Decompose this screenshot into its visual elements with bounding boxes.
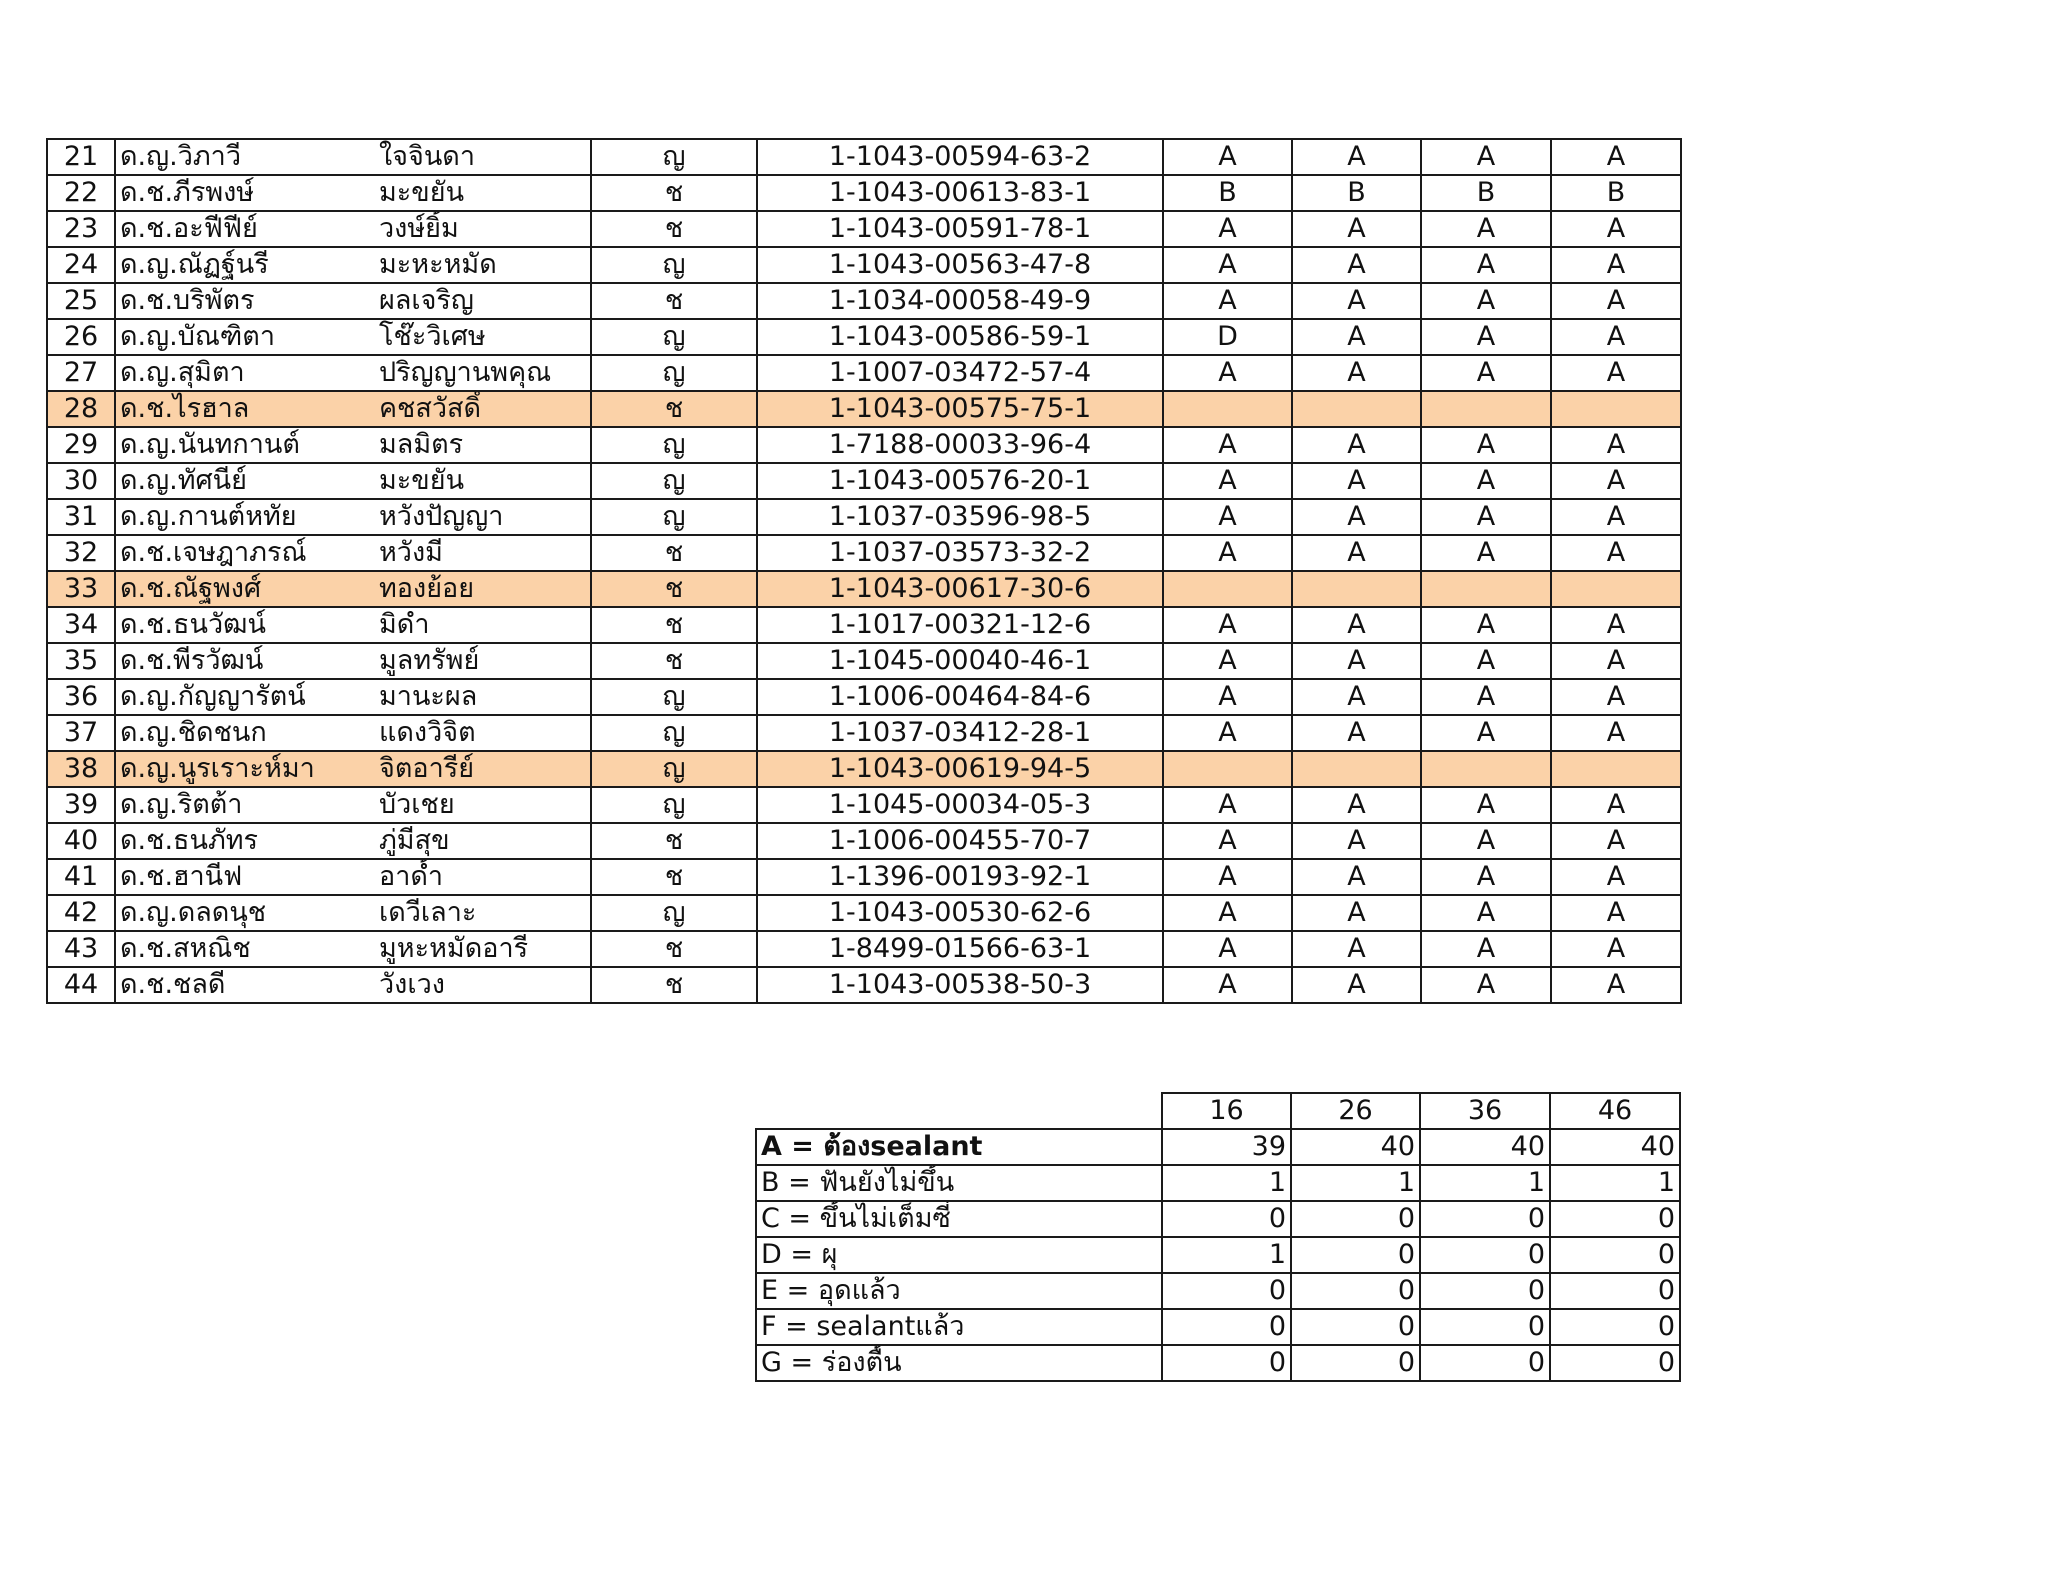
sex-cell: ญ <box>591 499 757 535</box>
tooth-36-cell: A <box>1421 463 1551 499</box>
row-number-cell: 41 <box>47 859 115 895</box>
summary-count-cell: 0 <box>1420 1273 1550 1309</box>
summary-count-cell: 1 <box>1550 1165 1680 1201</box>
citizen-id-cell: 1-1037-03573-32-2 <box>757 535 1163 571</box>
last-name-cell: มลมิตร <box>375 427 591 463</box>
tooth-26-cell: A <box>1292 895 1421 931</box>
summary-count-cell: 0 <box>1420 1309 1550 1345</box>
last-name-cell: โช๊ะวิเศษ <box>375 319 591 355</box>
row-number-cell: 30 <box>47 463 115 499</box>
tooth-26-cell: A <box>1292 139 1421 175</box>
tooth-26-cell: A <box>1292 931 1421 967</box>
first-name-cell: ด.ช.ไรฮาล <box>115 391 375 427</box>
last-name-cell: มะหะหมัด <box>375 247 591 283</box>
tooth-26-cell <box>1292 571 1421 607</box>
tooth-36-cell: A <box>1421 967 1551 1003</box>
first-name-cell: ด.ญ.กัญญารัตน์ <box>115 679 375 715</box>
sex-cell: ญ <box>591 787 757 823</box>
tooth-36-cell: A <box>1421 643 1551 679</box>
sex-cell: ช <box>591 175 757 211</box>
tooth-26-cell: A <box>1292 427 1421 463</box>
first-name-cell: ด.ช.ภีรพงษ์ <box>115 175 375 211</box>
last-name-cell: วังเวง <box>375 967 591 1003</box>
citizen-id-cell: 1-1043-00538-50-3 <box>757 967 1163 1003</box>
summary-count-cell: 1 <box>1291 1165 1420 1201</box>
tooth-46-cell: A <box>1551 895 1681 931</box>
summary-row <box>756 1345 1680 1381</box>
first-name-cell: ด.ช.ชลดี <box>115 967 375 1003</box>
summary-count-cell: 0 <box>1291 1237 1420 1273</box>
citizen-id-cell: 1-1043-00591-78-1 <box>757 211 1163 247</box>
tooth-36-cell: A <box>1421 679 1551 715</box>
tooth-46-cell: A <box>1551 463 1681 499</box>
first-name-cell: ด.ช.อะฟีฟีย์ <box>115 211 375 247</box>
table-row <box>47 499 1681 535</box>
tooth-36-cell: A <box>1421 931 1551 967</box>
summary-table <box>755 1092 1681 1382</box>
tooth-36-cell: B <box>1421 175 1551 211</box>
first-name-cell: ด.ญ.นูรเราะห์มา <box>115 751 375 787</box>
table-row <box>47 319 1681 355</box>
tooth-36-cell: A <box>1421 895 1551 931</box>
tooth-36-cell <box>1421 391 1551 427</box>
tooth-26-cell: A <box>1292 679 1421 715</box>
tooth-26-cell: B <box>1292 175 1421 211</box>
first-name-cell: ด.ญ.สุมิตา <box>115 355 375 391</box>
tooth-36-cell: A <box>1421 247 1551 283</box>
tooth-36-cell: A <box>1421 319 1551 355</box>
table-row <box>47 427 1681 463</box>
tooth-36-cell: A <box>1421 535 1551 571</box>
sex-cell: ญ <box>591 139 757 175</box>
last-name-cell: คชสวัสดิ์ <box>375 391 591 427</box>
summary-count-cell: 1 <box>1420 1165 1550 1201</box>
first-name-cell: ด.ญ.วิภาวี <box>115 139 375 175</box>
tooth-36-cell: A <box>1421 283 1551 319</box>
tooth-26-cell: A <box>1292 463 1421 499</box>
first-name-cell: ด.ญ.ชิดชนก <box>115 715 375 751</box>
row-number-cell: 44 <box>47 967 115 1003</box>
tooth-16-cell <box>1163 391 1292 427</box>
row-number-cell: 27 <box>47 355 115 391</box>
sex-cell: ช <box>591 535 757 571</box>
table-row <box>47 715 1681 751</box>
citizen-id-cell: 1-1043-00619-94-5 <box>757 751 1163 787</box>
sex-cell: ช <box>591 607 757 643</box>
tooth-36-cell: A <box>1421 823 1551 859</box>
first-name-cell: ด.ญ.ทัศนีย์ <box>115 463 375 499</box>
table-row <box>47 823 1681 859</box>
first-name-cell: ด.ช.เจษฎาภรณ์ <box>115 535 375 571</box>
tooth-26-cell: A <box>1292 283 1421 319</box>
citizen-id-cell: 1-1006-00464-84-6 <box>757 679 1163 715</box>
summary-count-cell: 0 <box>1550 1345 1680 1381</box>
tooth-46-cell: A <box>1551 319 1681 355</box>
tooth-36-header: 36 <box>1420 1093 1550 1129</box>
citizen-id-cell: 1-1043-00576-20-1 <box>757 463 1163 499</box>
tooth-46-cell: A <box>1551 535 1681 571</box>
summary-count-cell: 0 <box>1162 1345 1291 1381</box>
summary-corner-cell <box>756 1093 1162 1129</box>
summary-row <box>756 1237 1680 1273</box>
tooth-46-cell: A <box>1551 607 1681 643</box>
first-name-cell: ด.ญ.นันทกานต์ <box>115 427 375 463</box>
tooth-46-cell: A <box>1551 247 1681 283</box>
tooth-26-cell <box>1292 391 1421 427</box>
last-name-cell: แดงวิจิต <box>375 715 591 751</box>
first-name-cell: ด.ญ.ดลดนุช <box>115 895 375 931</box>
tooth-46-cell: A <box>1551 859 1681 895</box>
tooth-46-cell: A <box>1551 643 1681 679</box>
sex-cell: ญ <box>591 427 757 463</box>
row-number-cell: 39 <box>47 787 115 823</box>
citizen-id-cell: 1-1043-00586-59-1 <box>757 319 1163 355</box>
row-number-cell: 24 <box>47 247 115 283</box>
tooth-26-cell: A <box>1292 643 1421 679</box>
citizen-id-cell: 1-1037-03596-98-5 <box>757 499 1163 535</box>
first-name-cell: ด.ญ.บัณฑิตา <box>115 319 375 355</box>
tooth-36-cell: A <box>1421 787 1551 823</box>
sex-cell: ช <box>591 283 757 319</box>
tooth-36-cell: A <box>1421 211 1551 247</box>
table-row <box>47 787 1681 823</box>
last-name-cell: หวังปัญญา <box>375 499 591 535</box>
tooth-46-cell: A <box>1551 499 1681 535</box>
tooth-26-cell: A <box>1292 859 1421 895</box>
table-row <box>47 643 1681 679</box>
citizen-id-cell: 1-1034-00058-49-9 <box>757 283 1163 319</box>
row-number-cell: 40 <box>47 823 115 859</box>
tooth-26-cell: A <box>1292 823 1421 859</box>
tooth-26-cell: A <box>1292 247 1421 283</box>
summary-count-cell: 0 <box>1291 1201 1420 1237</box>
last-name-cell: มะขยัน <box>375 463 591 499</box>
row-number-cell: 22 <box>47 175 115 211</box>
row-number-cell: 37 <box>47 715 115 751</box>
first-name-cell: ด.ช.พีรวัฒน์ <box>115 643 375 679</box>
table-row <box>47 391 1681 427</box>
tooth-26-cell: A <box>1292 211 1421 247</box>
tooth-36-cell: A <box>1421 499 1551 535</box>
tooth-46-cell <box>1551 571 1681 607</box>
tooth-46-cell <box>1551 751 1681 787</box>
sex-cell: ญ <box>591 319 757 355</box>
tooth-26-cell <box>1292 751 1421 787</box>
first-name-cell: ด.ช.ฮานีฟ <box>115 859 375 895</box>
last-name-cell: มูลทรัพย์ <box>375 643 591 679</box>
first-name-cell: ด.ช.ธนภัทร <box>115 823 375 859</box>
row-number-cell: 36 <box>47 679 115 715</box>
summary-count-cell: 0 <box>1162 1201 1291 1237</box>
summary-count-cell: 0 <box>1550 1237 1680 1273</box>
tooth-46-cell: A <box>1551 787 1681 823</box>
last-name-cell: หวังมี <box>375 535 591 571</box>
summary-count-cell: 0 <box>1291 1309 1420 1345</box>
summary-row <box>756 1273 1680 1309</box>
tooth-36-cell: A <box>1421 859 1551 895</box>
first-name-cell: ด.ช.บริพัตร <box>115 283 375 319</box>
summary-row <box>756 1129 1680 1165</box>
summary-count-cell: 40 <box>1420 1129 1550 1165</box>
summary-count-cell: 0 <box>1291 1273 1420 1309</box>
tooth-16-cell: A <box>1163 859 1292 895</box>
table-row <box>47 931 1681 967</box>
last-name-cell: เดวีเลาะ <box>375 895 591 931</box>
last-name-cell: บัวเชย <box>375 787 591 823</box>
tooth-46-cell: B <box>1551 175 1681 211</box>
citizen-id-cell: 1-1045-00040-46-1 <box>757 643 1163 679</box>
sex-cell: ช <box>591 391 757 427</box>
row-number-cell: 26 <box>47 319 115 355</box>
tooth-16-cell: A <box>1163 679 1292 715</box>
summary-count-cell: 0 <box>1420 1237 1550 1273</box>
row-number-cell: 33 <box>47 571 115 607</box>
table-row <box>47 535 1681 571</box>
table-row <box>47 859 1681 895</box>
tooth-36-cell: A <box>1421 427 1551 463</box>
tooth-46-cell: A <box>1551 427 1681 463</box>
tooth-36-cell: A <box>1421 139 1551 175</box>
table-row <box>47 175 1681 211</box>
tooth-46-cell: A <box>1551 679 1681 715</box>
citizen-id-cell: 1-1043-00613-83-1 <box>757 175 1163 211</box>
summary-label-cell: C = ขึ้นไม่เต็มซี่ <box>756 1201 1162 1237</box>
tooth-46-cell: A <box>1551 931 1681 967</box>
citizen-id-cell: 1-1396-00193-92-1 <box>757 859 1163 895</box>
tooth-16-cell: A <box>1163 931 1292 967</box>
tooth-36-cell <box>1421 751 1551 787</box>
tooth-16-cell: A <box>1163 787 1292 823</box>
row-number-cell: 25 <box>47 283 115 319</box>
summary-count-cell: 0 <box>1550 1273 1680 1309</box>
tooth-26-cell: A <box>1292 535 1421 571</box>
row-number-cell: 28 <box>47 391 115 427</box>
tooth-26-cell: A <box>1292 607 1421 643</box>
row-number-cell: 43 <box>47 931 115 967</box>
tooth-26-cell: A <box>1292 319 1421 355</box>
tooth-46-cell: A <box>1551 211 1681 247</box>
row-number-cell: 34 <box>47 607 115 643</box>
tooth-36-cell: A <box>1421 355 1551 391</box>
tooth-36-cell <box>1421 571 1551 607</box>
table-row <box>47 463 1681 499</box>
sex-cell: ช <box>591 931 757 967</box>
tooth-16-cell: A <box>1163 715 1292 751</box>
table-row <box>47 247 1681 283</box>
last-name-cell: จิตอารีย์ <box>375 751 591 787</box>
last-name-cell: มานะผล <box>375 679 591 715</box>
tooth-16-cell: A <box>1163 247 1292 283</box>
tooth-16-cell: A <box>1163 283 1292 319</box>
tooth-16-cell <box>1163 751 1292 787</box>
first-name-cell: ด.ญ.ณัฏฐ์นรี <box>115 247 375 283</box>
summary-label-cell: A = ต้องsealant <box>756 1129 1162 1165</box>
tooth-46-cell: A <box>1551 715 1681 751</box>
citizen-id-cell: 1-1043-00594-63-2 <box>757 139 1163 175</box>
summary-count-cell: 1 <box>1162 1237 1291 1273</box>
citizen-id-cell: 1-1043-00617-30-6 <box>757 571 1163 607</box>
tooth-16-cell: A <box>1163 643 1292 679</box>
tooth-36-cell: A <box>1421 715 1551 751</box>
summary-count-cell: 0 <box>1162 1273 1291 1309</box>
tooth-16-cell: A <box>1163 823 1292 859</box>
summary-row <box>756 1309 1680 1345</box>
first-name-cell: ด.ญ.ริตต้า <box>115 787 375 823</box>
summary-label-cell: E = อุดแล้ว <box>756 1273 1162 1309</box>
first-name-cell: ด.ช.ณัฐพงศ์ <box>115 571 375 607</box>
citizen-id-cell: 1-1043-00563-47-8 <box>757 247 1163 283</box>
summary-count-cell: 40 <box>1291 1129 1420 1165</box>
tooth-16-cell: A <box>1163 895 1292 931</box>
last-name-cell: ใจจินดา <box>375 139 591 175</box>
citizen-id-cell: 1-1043-00530-62-6 <box>757 895 1163 931</box>
student-sealant-table <box>46 138 1682 1004</box>
first-name-cell: ด.ช.สหณิช <box>115 931 375 967</box>
row-number-cell: 35 <box>47 643 115 679</box>
table-row <box>47 211 1681 247</box>
sex-cell: ญ <box>591 463 757 499</box>
tooth-26-cell: A <box>1292 967 1421 1003</box>
sex-cell: ญ <box>591 679 757 715</box>
sex-cell: ญ <box>591 247 757 283</box>
summary-header-row <box>756 1093 1680 1129</box>
tooth-16-cell: D <box>1163 319 1292 355</box>
row-number-cell: 23 <box>47 211 115 247</box>
tooth-16-cell <box>1163 571 1292 607</box>
sex-cell: ช <box>591 571 757 607</box>
last-name-cell: ปริญญานพคุณ <box>375 355 591 391</box>
tooth-46-cell: A <box>1551 355 1681 391</box>
row-number-cell: 31 <box>47 499 115 535</box>
tooth-46-cell: A <box>1551 139 1681 175</box>
citizen-id-cell: 1-1037-03412-28-1 <box>757 715 1163 751</box>
tooth-16-header: 16 <box>1162 1093 1291 1129</box>
last-name-cell: ภู่มีสุข <box>375 823 591 859</box>
summary-label-cell: D = ผุ <box>756 1237 1162 1273</box>
table-row <box>47 139 1681 175</box>
tooth-26-cell: A <box>1292 715 1421 751</box>
table-row <box>47 355 1681 391</box>
table-row <box>47 607 1681 643</box>
tooth-26-cell: A <box>1292 499 1421 535</box>
tooth-16-cell: A <box>1163 355 1292 391</box>
sex-cell: ญ <box>591 751 757 787</box>
summary-count-cell: 40 <box>1550 1129 1680 1165</box>
tooth-16-cell: A <box>1163 211 1292 247</box>
last-name-cell: ทองย้อย <box>375 571 591 607</box>
summary-row <box>756 1201 1680 1237</box>
summary-count-cell: 0 <box>1420 1201 1550 1237</box>
sex-cell: ญ <box>591 715 757 751</box>
summary-count-cell: 0 <box>1550 1309 1680 1345</box>
tooth-16-cell: A <box>1163 139 1292 175</box>
table-row <box>47 571 1681 607</box>
citizen-id-cell: 1-1007-03472-57-4 <box>757 355 1163 391</box>
table-row <box>47 967 1681 1003</box>
last-name-cell: ผลเจริญ <box>375 283 591 319</box>
sex-cell: ญ <box>591 895 757 931</box>
citizen-id-cell: 1-1017-00321-12-6 <box>757 607 1163 643</box>
summary-label-cell: G = ร่องตื้น <box>756 1345 1162 1381</box>
citizen-id-cell: 1-7188-00033-96-4 <box>757 427 1163 463</box>
summary-count-cell: 0 <box>1550 1201 1680 1237</box>
tooth-16-cell: A <box>1163 967 1292 1003</box>
tooth-46-header: 46 <box>1550 1093 1680 1129</box>
tooth-26-header: 26 <box>1291 1093 1420 1129</box>
tooth-26-cell: A <box>1292 787 1421 823</box>
row-number-cell: 38 <box>47 751 115 787</box>
citizen-id-cell: 1-1045-00034-05-3 <box>757 787 1163 823</box>
first-name-cell: ด.ช.ธนวัฒน์ <box>115 607 375 643</box>
sex-cell: ช <box>591 823 757 859</box>
first-name-cell: ด.ญ.กานต์หทัย <box>115 499 375 535</box>
tooth-16-cell: A <box>1163 607 1292 643</box>
tooth-16-cell: A <box>1163 499 1292 535</box>
last-name-cell: มิดำ <box>375 607 591 643</box>
summary-count-cell: 39 <box>1162 1129 1291 1165</box>
tooth-16-cell: A <box>1163 463 1292 499</box>
last-name-cell: มูหะหมัดอารี <box>375 931 591 967</box>
last-name-cell: มะขยัน <box>375 175 591 211</box>
sex-cell: ช <box>591 643 757 679</box>
tooth-46-cell: A <box>1551 283 1681 319</box>
summary-count-cell: 1 <box>1162 1165 1291 1201</box>
sex-cell: ช <box>591 211 757 247</box>
last-name-cell: วงษ์ยิ้ม <box>375 211 591 247</box>
tooth-46-cell: A <box>1551 823 1681 859</box>
tooth-16-cell: A <box>1163 427 1292 463</box>
table-row <box>47 679 1681 715</box>
table-row <box>47 895 1681 931</box>
row-number-cell: 42 <box>47 895 115 931</box>
tooth-26-cell: A <box>1292 355 1421 391</box>
citizen-id-cell: 1-1006-00455-70-7 <box>757 823 1163 859</box>
summary-count-cell: 0 <box>1162 1309 1291 1345</box>
citizen-id-cell: 1-8499-01566-63-1 <box>757 931 1163 967</box>
table-row <box>47 283 1681 319</box>
row-number-cell: 32 <box>47 535 115 571</box>
tooth-16-cell: A <box>1163 535 1292 571</box>
summary-label-cell: B = ฟันยังไม่ขึ้น <box>756 1165 1162 1201</box>
tooth-46-cell: A <box>1551 967 1681 1003</box>
sex-cell: ญ <box>591 355 757 391</box>
tooth-36-cell: A <box>1421 607 1551 643</box>
tooth-46-cell <box>1551 391 1681 427</box>
sex-cell: ช <box>591 859 757 895</box>
citizen-id-cell: 1-1043-00575-75-1 <box>757 391 1163 427</box>
tooth-16-cell: B <box>1163 175 1292 211</box>
table-row <box>47 751 1681 787</box>
sex-cell: ช <box>591 967 757 1003</box>
row-number-cell: 21 <box>47 139 115 175</box>
row-number-cell: 29 <box>47 427 115 463</box>
summary-row <box>756 1165 1680 1201</box>
summary-label-cell: F = sealantแล้ว <box>756 1309 1162 1345</box>
last-name-cell: อาด้ำ <box>375 859 591 895</box>
summary-count-cell: 0 <box>1291 1345 1420 1381</box>
summary-count-cell: 0 <box>1420 1345 1550 1381</box>
